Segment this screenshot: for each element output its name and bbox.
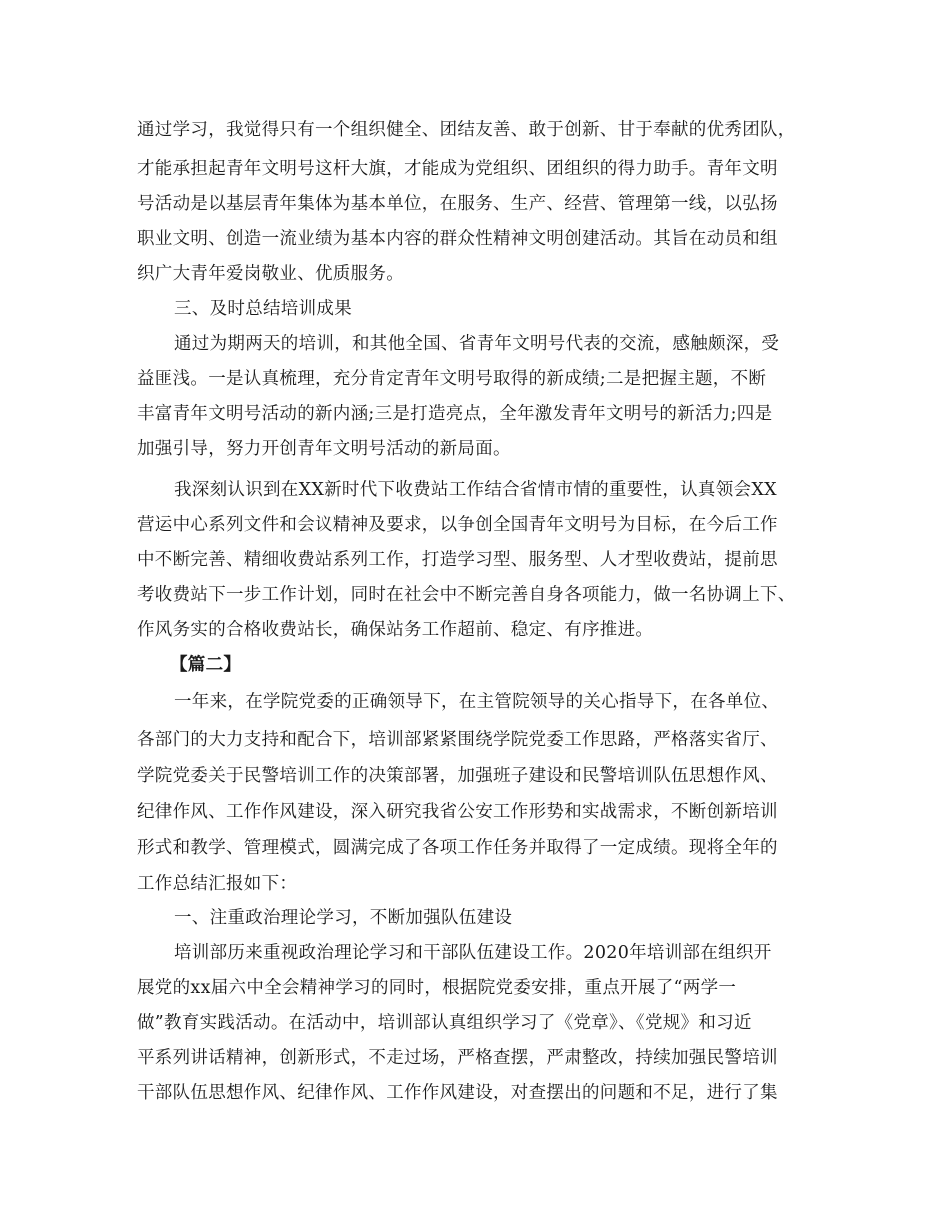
paragraph-line: 织广大青年爱岗敬业、优质服务。 [137,264,404,284]
paragraph-line: 中不断完善、精细收费站系列工作，打造学习型、服务型、人才型收费站，提前思 [137,550,778,570]
paragraph-line: 干部队伍思想作风、纪律作风、工作作风建设，对查摆出的问题和不足，进行了集 [137,1083,778,1103]
paragraph-line: 形式和教学、管理模式，圆满完成了各项工作任务并取得了一定成绩。现将全年的 [137,838,778,858]
paragraph-line: 作风务实的合格收费站长，确保站务工作超前、稳定、有序推进。 [137,620,654,640]
paragraph-line: 营运中心系列文件和会议精神及要求，以争创全国青年文明号为目标，在今后工作 [137,515,778,535]
paragraph-line: 工作总结汇报如下： [137,874,298,894]
paragraph-line: 各部门的大力支持和配合下，培训部紧紧围绕学院党委工作思路，严格落实省厅、 [137,730,778,750]
section-title: 【篇二】 [170,655,242,675]
paragraph-line: 丰富青年文明号活动的新内涵;三是打造亮点，全年激发青年文明号的新活力;四是 [137,404,773,424]
section-heading: 三、及时总结培训成果 [174,299,352,319]
paragraph-line: 才能承担起青年文明号这杆大旗，才能成为党组织、团组织的得力助手。青年文明 [137,159,778,179]
paragraph-line: 通过学习，我觉得只有一个组织健全、团结友善、敢于创新、甘于奉献的优秀团队， [137,120,796,140]
paragraph-line: 职业文明、创造一流业绩为基本内容的群众性精神文明创建活动。其旨在动员和组 [137,229,778,249]
paragraph-line: 益匪浅。一是认真梳理，充分肯定青年文明号取得的新成绩;二是把握主题，不断 [137,369,767,389]
paragraph-line: 考收费站下一步工作计划，同时在社会中不断完善自身各项能力，做一名协调上下、 [137,585,796,605]
paragraph-line: 学院党委关于民警培训工作的决策部署，加强班子建设和民警培训队伍思想作风、 [137,766,778,786]
paragraph-line: 做”教育实践活动。在活动中，培训部认真组织学习了《党章》、《党规》和习近 [137,1013,752,1033]
paragraph-line: 号活动是以基层青年集体为基本单位，在服务、生产、经营、管理第一线，以弘扬 [137,194,778,214]
paragraph-line: 我深刻认识到在XX新时代下收费站工作结合省情市情的重要性，认真领会XX [174,480,777,500]
paragraph-line: 加强引导，努力开创青年文明号活动的新局面。 [137,439,511,459]
paragraph-line: 平系列讲话精神，创新形式，不走过场，严格查摆，严肃整改，持续加强民警培训 [137,1048,778,1068]
paragraph-line: 展党的xx届六中全会精神学习的同时，根据院党委安排，重点开展了“两学一 [137,978,737,998]
paragraph-line: 纪律作风、工作作风建设，深入研究我省公安工作形势和实战需求，不断创新培训 [137,802,778,822]
paragraph-line: 通过为期两天的培训，和其他全国、省青年文明号代表的交流，感触颇深，受 [174,334,780,354]
section-heading: 一、注重政治理论学习，不断加强队伍建设 [174,908,513,928]
paragraph-line: 培训部历来重视政治理论学习和干部队伍建设工作。2020年培训部在组织开 [174,943,772,963]
paragraph-line: 一年来，在学院党委的正确领导下，在主管院领导的关心指导下，在各单位、 [174,692,780,712]
